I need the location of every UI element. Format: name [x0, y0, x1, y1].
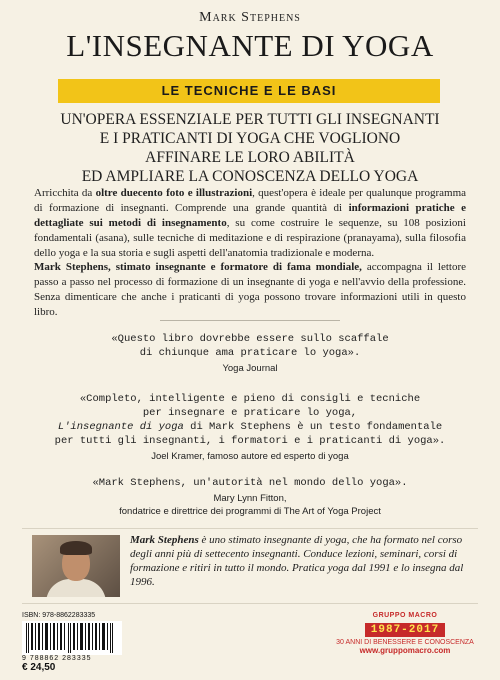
text-span: , quest'opera è ideale per qualunque programma di formazione di insegnanti. Comprende una grande quantità di — [34, 187, 467, 214]
bold-span: informazioni pratiche e dettagliate sui metodi di insegnamento — [34, 202, 466, 229]
divider — [160, 320, 340, 321]
source-line: Mary Lynn Fitton, — [213, 493, 287, 504]
barcode-block — [22, 612, 142, 672]
description-paragraph — [34, 186, 466, 261]
quote-line: «Completo, intelligente e pieno di consigli e tecniche — [79, 393, 421, 405]
quote-line: di chiunque ama praticare lo yoga». — [139, 347, 361, 359]
publisher-tagline: 30 ANNI DI BENESSERE E CONOSCENZA — [336, 639, 474, 646]
quote-text — [20, 332, 480, 360]
lead-line: ED AMPLIARE LA CONOSCENZA DELLO YOGA — [81, 168, 419, 185]
text-span: , su come costruire le sequenze, su 108 posizioni fondamentali (asana), sulle tecniche di meditazione e di respirazione (pranayama), sulla filosofia dello yoga e la sua storia e sugli aspetti dell'anatomia tradizionale e moderna. — [34, 217, 466, 259]
author-photo — [32, 535, 120, 597]
quote-line: «Questo libro dovrebbe essere sullo scaffale — [111, 333, 389, 345]
price: € 24,50 — [22, 662, 56, 673]
text-span: accompagna il lettore passo a passo nel processo di formazione di un insegnante di yoga e nell'avvio della professione. Senza dimenticare che anche i praticanti di yoga possono trovare informazioni utili in questo libro. — [34, 261, 467, 318]
quote-source: Joel Kramer, famoso autore ed esperto di yoga — [151, 451, 349, 462]
barcode-digits: 9 788862 283335 — [22, 655, 92, 662]
quote-text — [20, 392, 480, 448]
italic-title: L'insegnante di yoga — [57, 421, 184, 433]
isbn-label: ISBN: 978-8862283335 — [22, 612, 96, 619]
author-paragraph — [34, 260, 466, 320]
bio-name: Mark Stephens — [130, 534, 199, 546]
lead-line: UN'OPERA ESSENZIALE PER TUTTI GLI INSEGNANTI — [60, 111, 440, 128]
book-title: L'INSEGNANTE DI YOGA — [66, 28, 434, 63]
photo-hair — [60, 541, 92, 555]
bio-text — [130, 533, 472, 589]
quote-line — [20, 420, 480, 434]
subtitle-text: LE TECNICHE E LE BASI — [161, 83, 337, 98]
source-line: fondatrice e direttrice dei programmi di The Art of Yoga Project — [119, 506, 381, 517]
text-span: è uno stimato insegnante di yoga, che ha formato nel corso degli anni più di settecento insegnanti. Conduce lezioni, seminari, corsi di formazione e ritiri in tutto il mondo. Pratica yoga dal 1991 e lo insegna dal 1996. — [130, 534, 464, 588]
lead-line: E I PRATICANTI DI YOGA CHE VOGLIONO — [99, 130, 401, 147]
quote-line: per tutti gli insegnanti, i formatori e i praticanti di yoga». — [54, 435, 446, 447]
publisher-website: www.gruppomacro.com — [359, 646, 451, 655]
text-span: Arricchita da — [34, 187, 96, 199]
publisher-logo — [330, 612, 480, 655]
barcode-icon — [22, 621, 122, 655]
lead-line: AFFINARE LE LORO ABILITÀ — [145, 149, 355, 166]
quote-source — [20, 492, 480, 518]
lead-statement — [30, 110, 470, 186]
publisher-group: GRUPPO MACRO — [372, 612, 438, 619]
author-name: Mark Stephens — [199, 10, 301, 25]
quote-text: «Mark Stephens, un'autorità nel mondo dello yoga». — [92, 477, 408, 489]
anniversary-badge: 1987-2017 — [365, 623, 445, 637]
author-bio — [22, 528, 478, 604]
bold-span: oltre duecento foto e illustrazioni — [95, 187, 253, 199]
bold-span: Mark Stephens, stimato insegnante e formatore di fama mondiale, — [34, 261, 362, 273]
quote-line: per insegnare e praticare lo yoga, — [142, 407, 358, 419]
quote-source: Yoga Journal — [222, 363, 278, 374]
subtitle-band — [58, 79, 440, 103]
text-span: di Mark Stephens è un testo fondamentale — [183, 421, 443, 433]
